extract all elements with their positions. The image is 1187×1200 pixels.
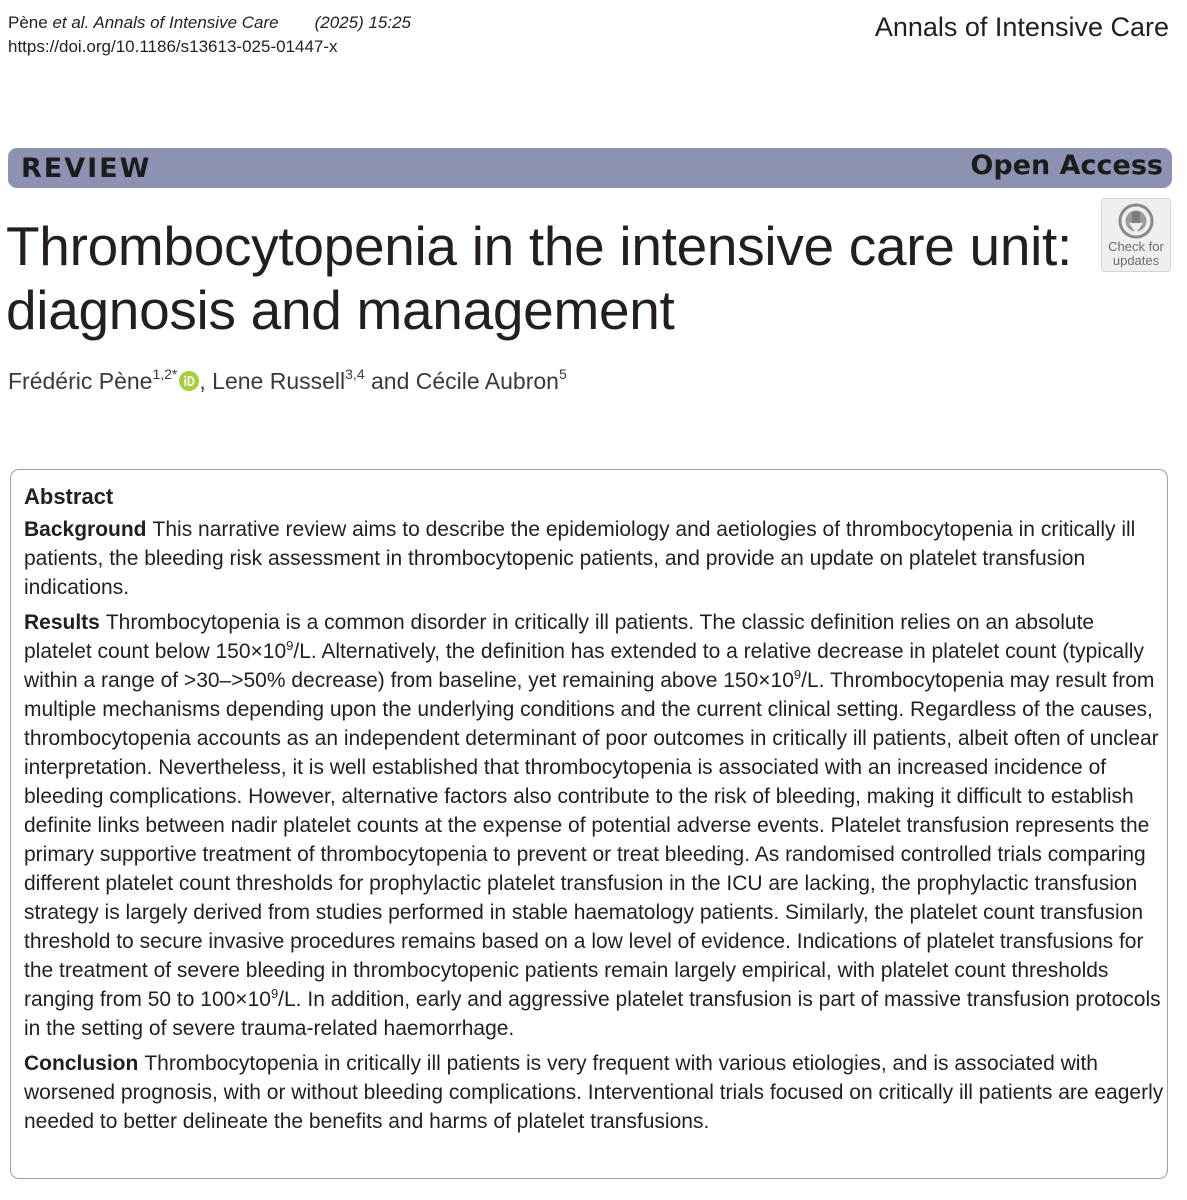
- abstract-heading: Abstract: [24, 484, 114, 509]
- author-separator: ,: [199, 368, 213, 394]
- check-for-updates-icon: [1118, 203, 1154, 239]
- background-label: Background: [24, 518, 147, 541]
- author-name[interactable]: Cécile Aubron: [415, 368, 559, 394]
- author-affiliation: 1,2*: [152, 366, 178, 382]
- results-text-part: /L. Thrombocytopenia may result from multiple mechanisms depending upon the underlying conditions and the current clinical setting. Regardless of the causes, thrombocytopenia accounts as an independent determinant of poor outcomes in critically ill patients, albeit often of unclear interpretation. Nevertheless, it is well established that thrombocytopenia is associated with an increased incidence of bleeding complications. However, alternative factors also contribute to the risk of bleeding, making it difficult to establish definite links between nadir platelet counts at the expense of potential adverse events. Platelet transfusion represents the primary supportive treatment of thrombocytopenia to prevent or treat bleeding. As randomised controlled trials comparing different platelet count thresholds for prophylactic platelet transfusion in the ICU are lacking, the prophylactic transfusion strategy is largely derived from studies performed in stable haematology patients. Similarly, the platelet count transfusion threshold to secure invasive procedures remains based on a low level of evidence. Indications of platelet transfusions for the treatment of severe bleeding in thrombocytopenic patients remain largely empirical, with platelet count thresholds ranging from 50 to 100×10: [24, 669, 1159, 1011]
- journal-name: Annals of Intensive Care: [874, 12, 1169, 42]
- check-updates-line2: updates: [1112, 253, 1160, 268]
- author-separator: and: [364, 368, 416, 394]
- check-updates-line1: Check for: [1108, 239, 1164, 254]
- citation-author: Pène: [8, 13, 53, 32]
- author-name[interactable]: Frédéric Pène: [8, 368, 153, 394]
- orcid-icon[interactable]: [179, 371, 199, 391]
- results-paragraph: [24, 608, 1164, 1043]
- exponent: 9: [793, 667, 802, 682]
- results-text-part: Thrombocytopenia is a common disorder in critically ill patients. The classic definition relies on an absolute platelet count below 150×10: [24, 611, 1095, 663]
- results-text-part: /L. In addition, early and aggressive platelet transfusion is part of massive transfusion protocols in the setting of severe trauma-related haemorrhage.: [24, 988, 1161, 1040]
- citation-year: (2025) 15:25: [314, 13, 412, 32]
- article-type-banner: [8, 148, 1172, 188]
- author-affiliation: 3,4: [345, 366, 365, 382]
- article-type-label: REVIEW: [21, 153, 152, 184]
- author-affiliation: 5: [558, 366, 567, 382]
- author-list: [8, 366, 567, 396]
- exponent: 9: [286, 638, 294, 653]
- background-paragraph: [24, 515, 1164, 602]
- results-label: Results: [24, 611, 100, 634]
- abstract-box: [10, 469, 1168, 1179]
- background-text: This narrative review aims to describe the epidemiology and aetiologies of thrombocytopenia in critically ill patients, the bleeding risk assessment in thrombocytopenic patients, and provide an update on platelet transfusion indications.: [24, 518, 1136, 599]
- conclusion-text: Thrombocytopenia in critically ill patients is very frequent with various etiologies, and is associated with worsened prognosis, with or without bleeding complications. Interventional trials focused on critically ill patients are eagerly needed to better delineate the benefits and harms of platelet transfusions.: [24, 1052, 1164, 1133]
- article-title: [6, 214, 1096, 342]
- citation-journal: et al. Annals of Intensive Care: [52, 13, 279, 32]
- check-for-updates-badge[interactable]: [1101, 198, 1171, 272]
- title-line-1: Thrombocytopenia in the intensive care unit:: [6, 215, 1073, 277]
- conclusion-label: Conclusion: [24, 1052, 139, 1075]
- exponent: 9: [270, 986, 279, 1001]
- doi-link[interactable]: https://doi.org/10.1186/s13613-025-01447-x: [8, 37, 338, 56]
- author-name[interactable]: Lene Russell: [212, 368, 346, 394]
- title-line-2: diagnosis and management: [6, 279, 675, 341]
- citation-block: [8, 11, 411, 59]
- abstract-content: [24, 482, 1164, 1136]
- conclusion-paragraph: [24, 1049, 1164, 1136]
- results-text-part: /L. Alternatively, the definition has extended to a relative decrease in platelet count (typically within a range of >30–>50% decrease) from baseline, yet remaining above 150×10: [24, 640, 1144, 692]
- open-access-label: Open Access: [970, 150, 1163, 181]
